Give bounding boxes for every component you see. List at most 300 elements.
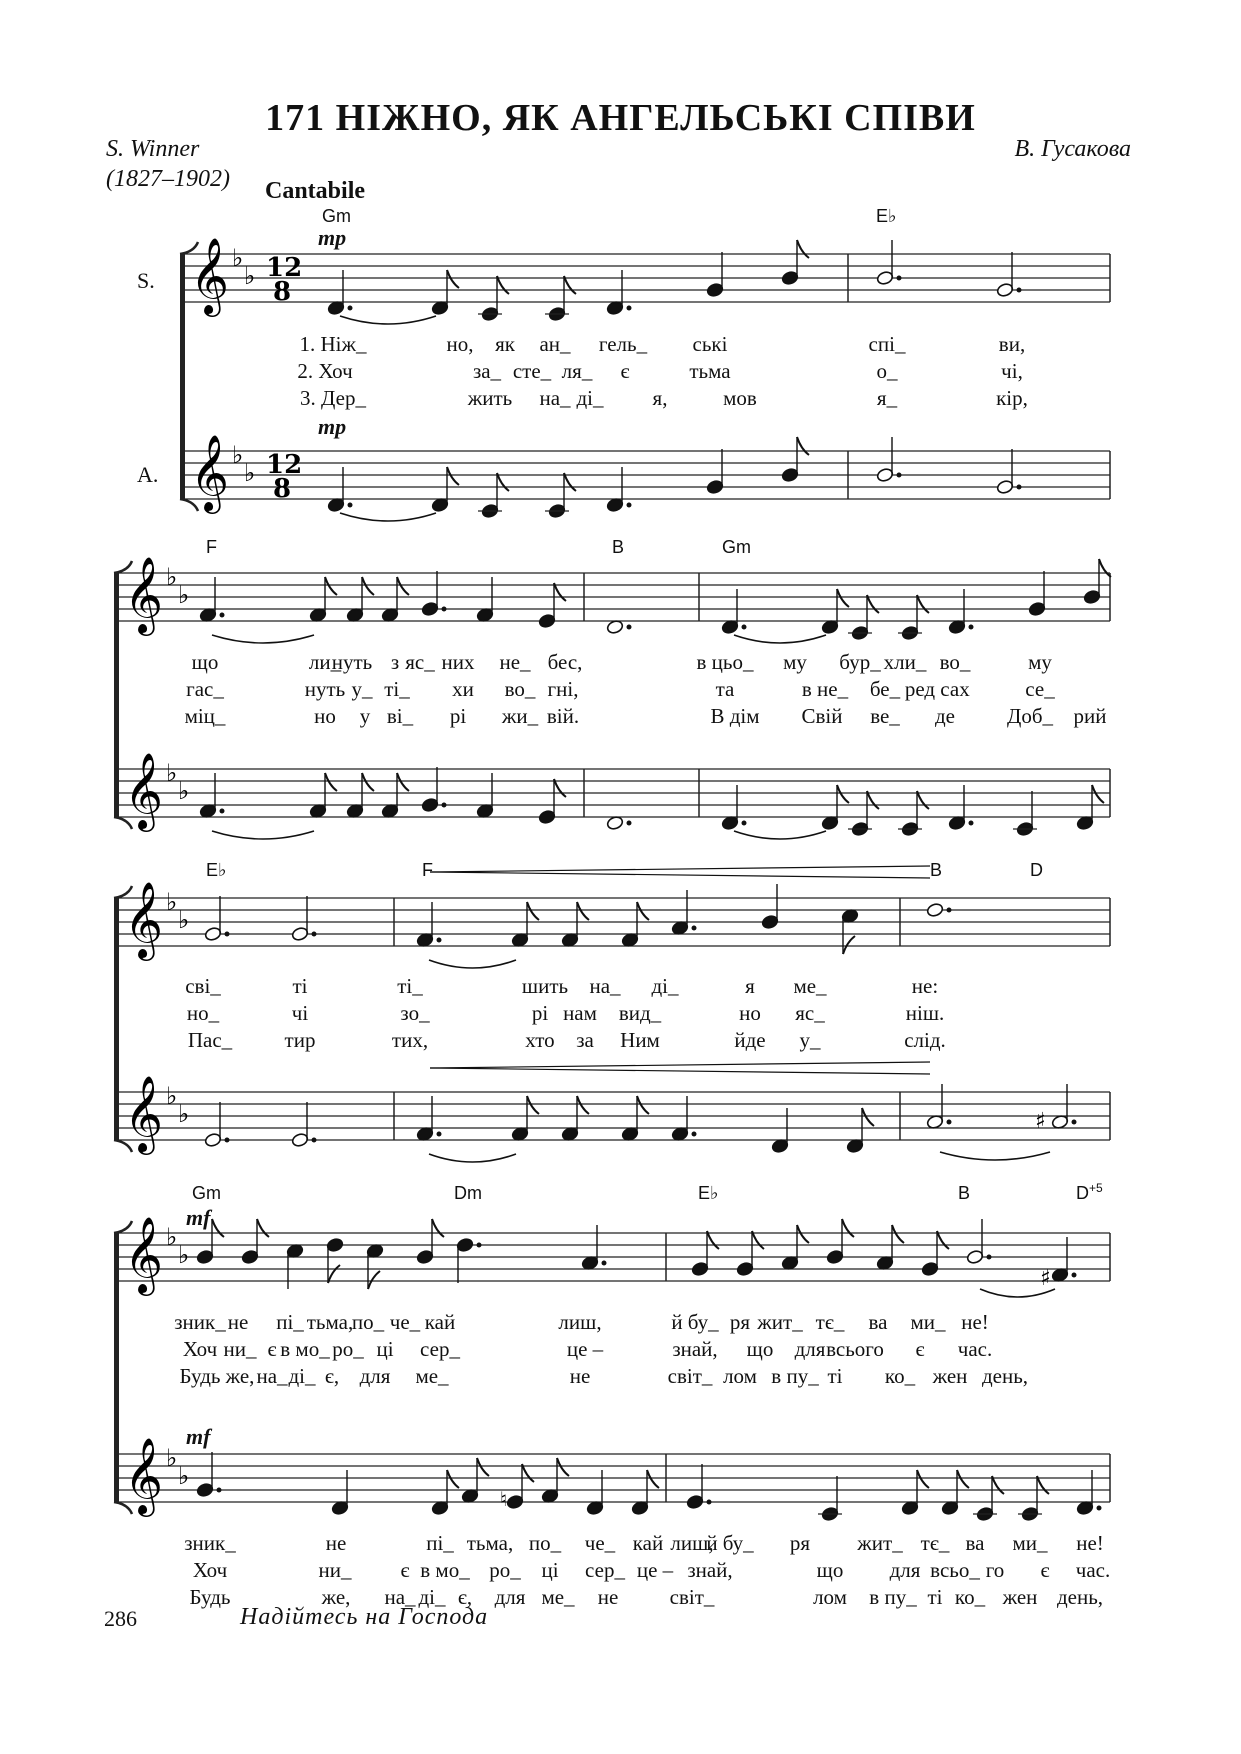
voice-label-soprano: S. — [137, 268, 155, 293]
tie — [340, 513, 436, 521]
lyric-syllable: хто — [525, 1028, 555, 1052]
note-dot — [742, 821, 747, 826]
lyricist-name: В. Гусакова — [1014, 136, 1131, 162]
lyric-syllable: у — [359, 704, 371, 728]
lyric-syllable: кай — [424, 1310, 456, 1334]
lyric-syllable: ви, — [998, 332, 1026, 356]
lyric-syllable: що — [191, 650, 219, 674]
lyric-syllable: по_ — [528, 1531, 562, 1555]
flat-icon: ♭ — [232, 441, 244, 469]
note-flag — [257, 1219, 269, 1237]
treble-clef-icon: 𝄞 — [124, 1216, 164, 1293]
note-flag — [577, 902, 589, 920]
note-dot — [348, 306, 353, 311]
composer-name: S. Winner — [106, 136, 200, 162]
flat-icon: ♭ — [178, 1462, 190, 1490]
lyric-syllable: жить — [467, 386, 513, 410]
note-head — [291, 1132, 309, 1147]
note-head — [926, 902, 944, 917]
note-flag — [564, 473, 576, 491]
note-flag — [397, 577, 409, 595]
note-flag — [325, 577, 337, 595]
note-dot — [1072, 1273, 1077, 1278]
note-head — [421, 601, 439, 616]
note-head — [291, 926, 309, 941]
note-flag — [862, 1108, 874, 1126]
lyric-syllable: світ_ — [667, 1364, 713, 1388]
chord-symbol: D — [1030, 860, 1043, 880]
sharp-icon: ♯ — [1040, 1266, 1051, 1291]
flat-icon: ♭ — [232, 244, 244, 272]
lyric-syllable: Будь — [179, 1364, 221, 1388]
lyric-syllable: я_ — [876, 386, 898, 410]
chord-symbol: F — [422, 860, 433, 880]
time-signature-icon: 8 — [273, 474, 292, 504]
note-dot — [477, 1243, 482, 1248]
lyric-syllable: й бу_ — [706, 1531, 754, 1555]
note-dot — [1072, 1120, 1077, 1125]
note-dot — [602, 1261, 607, 1266]
lyric-syllable: нам — [563, 1001, 597, 1025]
lyric-syllable: вид_ — [618, 1001, 662, 1025]
tie — [212, 831, 314, 839]
note-dot — [897, 473, 902, 478]
lyric-syllable: є, — [457, 1585, 473, 1609]
lyric-syllable: зо_ — [400, 1001, 430, 1025]
lyric-syllable: ря — [729, 1310, 751, 1334]
note-flag — [432, 1219, 444, 1237]
flat-icon: ♭ — [166, 888, 178, 916]
chord-symbol: B — [930, 860, 943, 880]
note-dot — [1017, 485, 1022, 490]
note-flag — [707, 1231, 719, 1249]
lyric-syllable: в пу_ — [771, 1364, 819, 1388]
lyric-syllable: жит_ — [757, 1310, 803, 1334]
treble-clef-icon: 𝄞 — [124, 752, 164, 829]
lyric-syllable: бес, — [547, 650, 583, 674]
note-flag — [797, 437, 809, 455]
lyric-syllable: знай, — [687, 1558, 733, 1582]
note-flag — [362, 577, 374, 595]
lyric-syllable: для — [359, 1364, 391, 1388]
page-number: 286 — [104, 1606, 137, 1631]
note-dot — [442, 607, 447, 612]
lyric-syllable: за — [576, 1028, 594, 1052]
chord-symbol: B — [958, 1183, 971, 1203]
lyric-syllable: нуть — [304, 677, 346, 701]
lyric-syllable: за_ — [472, 359, 502, 383]
lyric-syllable: не — [227, 1310, 249, 1334]
lyric-syllable: не — [325, 1531, 347, 1555]
lyric-syllable: є — [1040, 1558, 1050, 1582]
note-dot — [220, 809, 225, 814]
lyric-syllable: всьо_ — [930, 1558, 980, 1582]
note-dot — [707, 1500, 712, 1505]
tie — [734, 831, 826, 839]
lyric-syllable: яс_ — [795, 1001, 825, 1025]
note-head — [781, 467, 799, 482]
lyric-syllable: ці — [376, 1337, 394, 1361]
tie — [429, 960, 516, 968]
lyric-syllable: жен — [932, 1364, 968, 1388]
note-dot — [217, 1488, 222, 1493]
note-head — [781, 270, 799, 285]
lyric-syllable: ва — [868, 1310, 888, 1334]
lyric-syllable: на_ — [589, 974, 621, 998]
note-head — [996, 282, 1014, 297]
lyric-syllable: для — [494, 1585, 526, 1609]
note-dot — [627, 821, 632, 826]
lyric-syllable: ті — [927, 1585, 943, 1609]
note-head — [761, 914, 779, 929]
lyric-syllable: ни_ — [318, 1558, 352, 1582]
lyric-syllable: ред — [904, 677, 936, 701]
note-flag — [447, 467, 459, 485]
note-head — [204, 1132, 222, 1147]
lyric-syllable: для — [889, 1558, 921, 1582]
note-flag — [554, 779, 566, 797]
lyric-syllable: у_ — [799, 1028, 821, 1052]
lyric-syllable: ми_ — [910, 1310, 946, 1334]
lyric-syllable: лиш, — [558, 1310, 602, 1334]
lyric-syllable: що — [816, 1558, 844, 1582]
note-head — [241, 1249, 259, 1264]
chord-symbol: Gm — [192, 1183, 221, 1203]
crescendo-hairpin — [430, 866, 930, 872]
lyric-syllable: кай — [632, 1531, 664, 1555]
lyric-syllable: Хоч — [182, 1337, 218, 1361]
lyric-syllable: ко_ — [884, 1364, 916, 1388]
lyric-syllable: В дім — [710, 704, 760, 728]
note-head — [421, 797, 439, 812]
lyric-syllable: му — [783, 650, 807, 674]
lyric-syllable: ніш. — [905, 1001, 945, 1025]
lyric-syllable: ни_ — [223, 1337, 257, 1361]
lyric-syllable: чі — [291, 1001, 309, 1025]
lyric-syllable: зник_ — [184, 1531, 236, 1555]
dynamic-mp-soprano: mp — [318, 225, 347, 250]
lyric-syllable: ли_ — [308, 650, 342, 674]
lyric-syllable: гель_ — [598, 332, 648, 356]
note-head — [204, 926, 222, 941]
lyric-syllable: по_ — [351, 1310, 385, 1334]
lyric-syllable: ме_ — [415, 1364, 449, 1388]
note-dot — [312, 932, 317, 937]
lyric-syllable: 1. Ніж_ — [299, 332, 367, 356]
chord-symbol: E♭ — [698, 1183, 719, 1203]
lyric-syllable: шить — [521, 974, 569, 998]
lyric-syllable: жен — [1002, 1585, 1038, 1609]
note-head — [966, 1249, 984, 1264]
lyric-syllable: з — [390, 650, 400, 674]
note-head — [686, 1494, 704, 1509]
lyric-syllable: рі — [531, 1001, 549, 1025]
lyric-syllable: тьма, — [466, 1531, 514, 1555]
lyric-syllable: но — [314, 704, 336, 728]
lyric-syllable: це – — [636, 1558, 674, 1582]
note-dot — [742, 625, 747, 630]
lyric-syllable: Ним — [620, 1028, 660, 1052]
chord-symbol: $D^{+5}$ — [1076, 1181, 1103, 1203]
note-head — [538, 809, 556, 824]
lyric-syllable: є — [620, 359, 630, 383]
note-flag — [497, 276, 509, 294]
lyric-syllable: ко_ — [954, 1585, 986, 1609]
note-flag — [867, 791, 879, 809]
lyric-syllable: на_ — [384, 1585, 416, 1609]
lyric-syllable: ря — [789, 1531, 811, 1555]
treble-clef-icon: 𝄞 — [124, 1075, 164, 1152]
flat-icon: ♭ — [178, 1241, 190, 1269]
note-flag — [837, 785, 849, 803]
treble-clef-icon: 𝄞 — [124, 881, 164, 958]
lyric-syllable: го — [985, 1558, 1005, 1582]
tie — [429, 1154, 516, 1162]
lyric-syllable: Свій — [801, 704, 843, 728]
lyric-syllable: що — [746, 1337, 774, 1361]
natural-icon: ♮ — [500, 1487, 508, 1511]
lyric-syllable: нуть — [331, 650, 373, 674]
lyric-syllable: та — [715, 677, 735, 701]
note-flag — [368, 1271, 380, 1289]
dynamic-mf-soprano: mf — [186, 1205, 211, 1230]
lyric-syllable: ве_ — [870, 704, 900, 728]
lyric-syllable: му — [1028, 650, 1052, 674]
lyric-syllable: не — [569, 1364, 591, 1388]
note-head — [1028, 601, 1046, 616]
note-flag — [554, 583, 566, 601]
chord-symbol: E♭ — [876, 206, 897, 226]
note-dot — [627, 306, 632, 311]
lyric-syllable: ме_ — [541, 1585, 575, 1609]
treble-clef-icon: 𝄞 — [190, 434, 230, 511]
lyric-syllable: ми_ — [1012, 1531, 1048, 1555]
lyric-syllable: че_ — [584, 1531, 616, 1555]
lyric-syllable: знай, — [672, 1337, 718, 1361]
composer-years: (1827–1902) — [106, 166, 230, 192]
note-dot — [947, 1120, 952, 1125]
note-dot — [627, 503, 632, 508]
note-dot — [442, 803, 447, 808]
tie — [212, 635, 314, 643]
note-dot — [225, 1138, 230, 1143]
crescendo-hairpin — [430, 1062, 930, 1068]
note-flag — [957, 1470, 969, 1488]
lyric-syllable: яс_ — [405, 650, 435, 674]
lyric-syllable: тих, — [391, 1028, 429, 1052]
note-flag — [527, 902, 539, 920]
note-flag — [328, 1265, 340, 1283]
note-flag — [917, 1470, 929, 1488]
lyric-syllable: сте_ — [512, 359, 552, 383]
note-flag — [752, 1231, 764, 1249]
lyric-syllable: хи — [452, 677, 474, 701]
lyric-syllable: ві_ — [386, 704, 414, 728]
lyric-syllable: тьма, — [306, 1310, 354, 1334]
sharp-icon: ♯ — [1035, 1109, 1046, 1134]
lyric-syllable: не! — [961, 1310, 989, 1334]
note-head — [876, 467, 894, 482]
lyric-syllable: пі_ — [276, 1310, 304, 1334]
flat-icon: ♭ — [178, 777, 190, 805]
note-dot — [437, 938, 442, 943]
note-flag — [522, 1464, 534, 1482]
note-flag — [992, 1476, 1004, 1494]
lyric-syllable: в цьо_ — [696, 650, 754, 674]
lyric-syllable: сві_ — [185, 974, 221, 998]
lyric-syllable: сер_ — [585, 1558, 625, 1582]
note-flag — [837, 589, 849, 607]
lyric-syllable: бе_ — [869, 677, 901, 701]
lyric-syllable: ті_ — [397, 974, 423, 998]
note-flag — [867, 595, 879, 613]
lyric-syllable: є — [400, 1558, 410, 1582]
lyric-syllable: йде — [734, 1028, 766, 1052]
lyric-syllable: жи_ — [501, 704, 539, 728]
lyric-syllable: 2. Хоч — [297, 359, 353, 383]
voice-label-alto: A. — [137, 462, 159, 487]
flat-icon: ♭ — [178, 581, 190, 609]
lyric-syllable: ці — [541, 1558, 559, 1582]
note-flag — [497, 473, 509, 491]
lyric-syllable: ді_ — [576, 386, 604, 410]
lyric-syllable: міц_ — [184, 704, 226, 728]
lyric-syllable: є, — [324, 1364, 340, 1388]
treble-clef-icon: 𝄞 — [124, 1437, 164, 1514]
lyric-syllable: лиш, — [670, 1531, 714, 1555]
note-flag — [447, 270, 459, 288]
lyric-syllable: є — [267, 1337, 277, 1361]
note-dot — [987, 1255, 992, 1260]
note-head — [706, 282, 724, 297]
lyric-syllable: жит_ — [857, 1531, 903, 1555]
treble-clef-icon: 𝄞 — [124, 556, 164, 633]
note-dot — [692, 926, 697, 931]
lyric-syllable: Доб_ — [1006, 704, 1054, 728]
note-head — [196, 1249, 214, 1264]
flat-icon: ♭ — [178, 906, 190, 934]
lyric-syllable: ські — [692, 332, 728, 356]
note-dot — [1017, 288, 1022, 293]
tie — [340, 316, 436, 324]
lyric-syllable: во_ — [504, 677, 536, 701]
flat-icon: ♭ — [178, 1100, 190, 1128]
lyric-syllable: не_ — [499, 650, 531, 674]
note-flag — [937, 1231, 949, 1249]
lyric-syllable: ля_ — [561, 359, 593, 383]
chord-symbol: Gm — [322, 206, 351, 226]
note-dot — [627, 625, 632, 630]
note-dot — [1097, 1506, 1102, 1511]
crescendo-hairpin — [430, 1068, 930, 1074]
lyric-syllable: не! — [1076, 1531, 1104, 1555]
lyric-syllable: в мо_ — [420, 1558, 470, 1582]
lyric-syllable: зник_ — [174, 1310, 226, 1334]
note-head — [456, 1237, 474, 1252]
lyric-syllable: у_ — [351, 677, 373, 701]
note-flag — [212, 1219, 224, 1237]
note-flag — [637, 902, 649, 920]
lyric-syllable: них — [441, 650, 475, 674]
note-head — [921, 1261, 939, 1276]
note-head — [706, 479, 724, 494]
note-flag — [637, 1096, 649, 1114]
lyric-syllable: не — [597, 1585, 619, 1609]
lyric-syllable: тьма — [689, 359, 731, 383]
lyric-syllable: мов — [723, 386, 757, 410]
note-flag — [362, 773, 374, 791]
lyric-syllable: ро_ — [332, 1337, 364, 1361]
note-flag — [1037, 1476, 1049, 1494]
lyric-syllable: во_ — [939, 650, 971, 674]
dynamic-mf-alto: mf — [186, 1424, 211, 1449]
note-flag — [325, 773, 337, 791]
flat-icon: ♭ — [244, 262, 256, 290]
book-title: Надійтесь на Господа — [240, 1604, 489, 1630]
note-flag — [843, 936, 855, 954]
chord-symbol: F — [206, 537, 217, 557]
note-dot — [348, 503, 353, 508]
lyric-syllable: ро_ — [489, 1558, 521, 1582]
note-head — [996, 479, 1014, 494]
lyric-syllable: тє_ — [815, 1310, 845, 1334]
note-flag — [917, 791, 929, 809]
lyric-syllable: не: — [911, 974, 939, 998]
flat-icon: ♭ — [166, 1223, 178, 1251]
note-dot — [969, 821, 974, 826]
lyric-syllable: це – — [566, 1337, 604, 1361]
time-signature-icon: 12 — [266, 253, 303, 283]
lyric-syllable: гас_ — [186, 677, 224, 701]
lyric-syllable: ті_ — [384, 677, 410, 701]
note-head — [506, 1494, 524, 1509]
tempo-marking: Cantabile — [265, 178, 366, 204]
lyric-syllable: де — [934, 704, 956, 728]
lyric-syllable: ва — [965, 1531, 985, 1555]
lyric-syllable: в мо_ — [280, 1337, 330, 1361]
lyric-syllable: Хоч — [192, 1558, 228, 1582]
note-dot — [897, 276, 902, 281]
lyric-syllable: кір, — [996, 386, 1028, 410]
lyric-syllable: світ_ — [669, 1585, 715, 1609]
lyric-syllable: рий — [1073, 704, 1107, 728]
time-signature-icon: 12 — [266, 450, 303, 480]
lyric-syllable: 3. Дер_ — [300, 386, 366, 410]
flat-icon: ♭ — [166, 1444, 178, 1472]
lyric-syllable: сах — [940, 677, 970, 701]
lyric-syllable: ті — [292, 974, 308, 998]
note-head — [326, 1237, 344, 1252]
chord-symbol: B — [612, 537, 625, 557]
note-head — [1083, 589, 1101, 604]
lyric-syllable: ді_ — [651, 974, 679, 998]
lyric-syllable: я — [745, 974, 755, 998]
lyric-syllable: для — [794, 1337, 826, 1361]
lyric-syllable: ді_ — [418, 1585, 446, 1609]
time-signature-icon: 8 — [273, 277, 292, 307]
note-dot — [969, 625, 974, 630]
lyric-syllable: о_ — [876, 359, 898, 383]
note-head — [416, 1249, 434, 1264]
lyric-syllable: сер_ — [420, 1337, 460, 1361]
note-flag — [842, 1219, 854, 1237]
note-flag — [447, 1470, 459, 1488]
tie — [940, 1152, 1050, 1160]
note-flag — [557, 1458, 569, 1476]
note-head — [736, 1261, 754, 1276]
flat-icon: ♭ — [166, 759, 178, 787]
lyric-syllable: но_ — [186, 1001, 220, 1025]
